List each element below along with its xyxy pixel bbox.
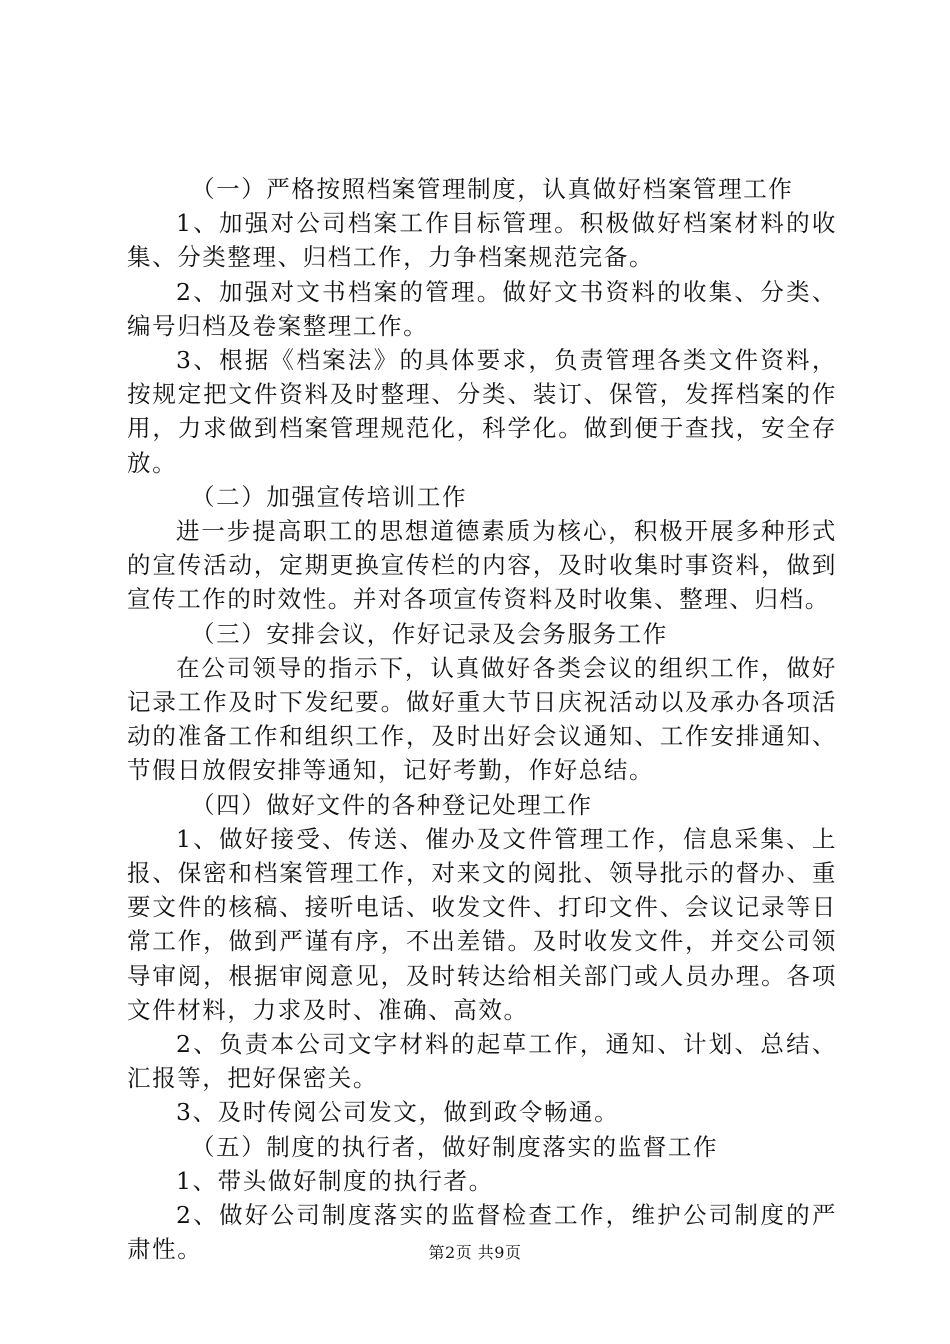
paragraph: 1、带头做好制度的执行者。 — [176, 1166, 494, 1195]
paragraph: 2、加强对文书档案的管理。做好文书资料的收集、分类、编号归档及卷案整理工作。 — [127, 277, 837, 340]
paragraph: 2、做好公司制度落实的监督检查工作，维护公司制度的严肃性。 — [127, 1201, 837, 1264]
paragraph: 3、及时传阅公司发文，做到政令畅通。 — [176, 1098, 620, 1127]
section-heading-3: （三）安排会议，作好记录及会务服务工作 — [191, 619, 668, 648]
paragraph: 1、做好接受、传送、催办及文件管理工作，信息采集、上报、保密和档案管理工作，对来文的阅批、领导批示的督办、重要文件的核稿、接听电话、收发文件、打印文件、会议记录等日常工作，做到严谨有序，不出差错。及时收发文件，并交公司领导审阅，根据审阅意见，及时转达给相关部门或人员办理。各项文件材料，力求及时、准确、高效。 — [127, 824, 837, 1024]
paragraph: 在公司领导的指示下，认真做好各类会议的组织工作，做好记录工作及时下发纪要。做好重大节日庆祝活动以及承办各项活动的准备工作和组织工作，及时出好会议通知、工作安排通知、节假日放假安排等通知，记好考勤，作好总结。 — [127, 653, 837, 785]
section-heading-2: （二）加强宣传培训工作 — [191, 482, 468, 511]
page-number-footer: 第2页 共9页 — [428, 1243, 522, 1262]
paragraph: 3、根据《档案法》的具体要求，负责管理各类文件资料，按规定把文件资料及时整理、分类、装订、保管，发挥档案的作用，力求做到档案管理规范化，科学化。做到便于查找，安全存放。 — [127, 346, 837, 477]
paragraph: 2、负责本公司文字材料的起草工作，通知、计划、总结、汇报等，把好保密关。 — [127, 1030, 837, 1093]
section-heading-4: （四）做好文件的各种登记处理工作 — [191, 790, 593, 819]
document-body — [127, 172, 837, 1267]
paragraph: 1、加强对公司档案工作目标管理。积极做好档案材料的收集、分类整理、归档工作，力争档案规范完备。 — [127, 209, 837, 272]
section-heading-5: （五）制度的执行者，做好制度落实的监督工作 — [191, 1132, 719, 1161]
paragraph: 进一步提高职工的思想道德素质为核心，积极开展多种形式的宣传活动，定期更换宣传栏的内容，及时收集时事资料，做到宣传工作的时效性。并对各项宣传资料及时收集、整理、归档。 — [127, 517, 837, 614]
section-heading-1: （一）严格按照档案管理制度，认真做好档案管理工作 — [191, 175, 794, 203]
